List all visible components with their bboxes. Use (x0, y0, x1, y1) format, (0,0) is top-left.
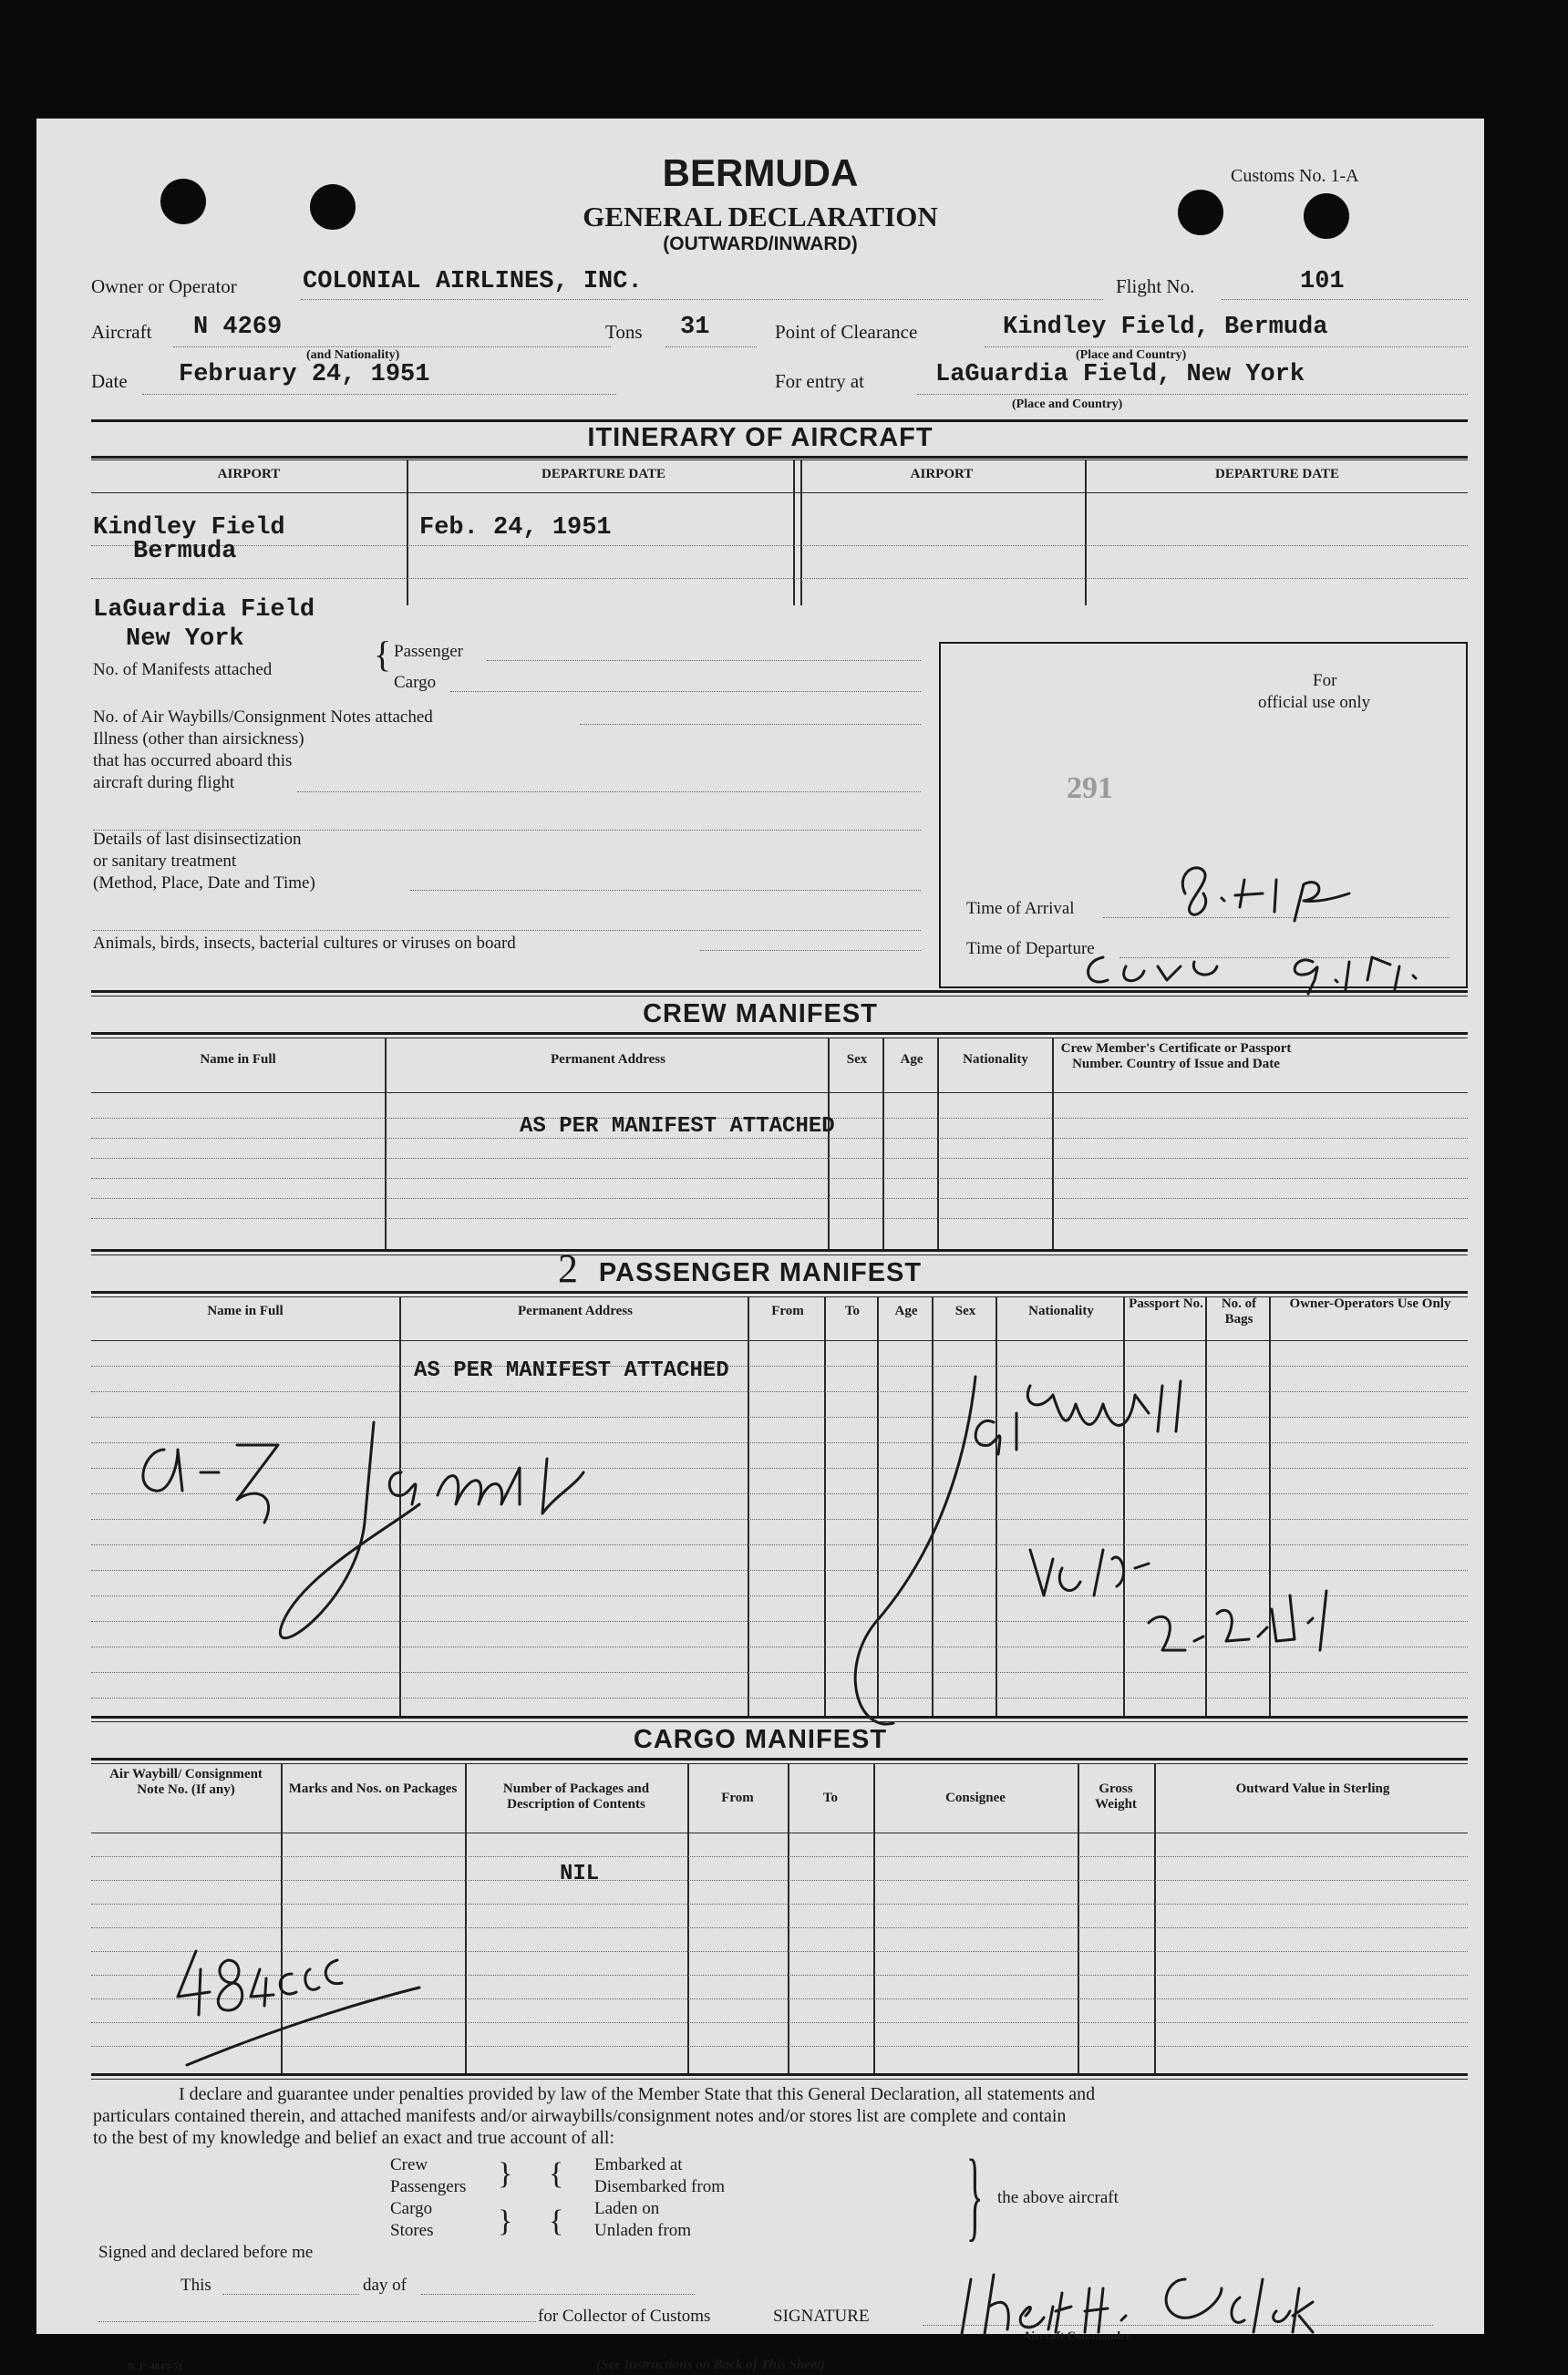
disinsect-label-1: Details of last disinsectization (93, 830, 302, 849)
departure-label: Time of Departure (966, 939, 1095, 958)
cargo-col-consignee: Consignee (945, 1791, 1006, 1805)
illness-label-3: aircraft during flight (93, 773, 235, 792)
cargo-col-marks: Marks and Nos. on Packages (288, 1781, 458, 1796)
crew-entry: AS PER MANIFEST ATTACHED (520, 1114, 835, 1139)
declare-action-unladen: Unladen from (594, 2221, 692, 2240)
illness-label-2: that has occurred aboard this (93, 751, 293, 770)
itinerary-airport-1: Kindley Field (93, 514, 285, 542)
clearance-value: Kindley Field, Bermuda (1003, 314, 1328, 341)
stamp-number: 291 (1067, 771, 1113, 805)
cargo-col-value: Outward Value in Sterling (1235, 1781, 1390, 1796)
cargo-col-to: To (822, 1791, 839, 1805)
official-label-2: official use only (1258, 693, 1371, 712)
brace-icon: } (498, 2157, 513, 2191)
tons-value: 31 (680, 314, 710, 341)
passenger-col-name: Name in Full (207, 1304, 284, 1318)
customs-number: Customs No. 1-A (1231, 166, 1359, 186)
cargo-manifest-label: Cargo (394, 673, 437, 692)
passenger-col-from: From (771, 1304, 804, 1318)
passenger-col-address: Permanent Address (518, 1304, 633, 1318)
declare-suffix: the above aircraft (997, 2188, 1119, 2207)
animals-label: Animals, birds, insects, bacterial cultures or viruses on board (93, 934, 516, 953)
instructions-note: (See Instructions on Back of This Sheet) (596, 2358, 825, 2372)
form-title: BERMUDA (662, 151, 859, 194)
itinerary-airport-1-country: Bermuda (133, 538, 237, 565)
owner-label: Owner or Operator (91, 275, 237, 297)
cargo-col-weight: Gross Weight (1095, 1781, 1137, 1812)
manifests-label: No. of Manifests attached (93, 660, 273, 679)
itinerary-col-date-2: DEPARTURE DATE (1214, 467, 1339, 481)
passenger-col-to: To (844, 1304, 861, 1318)
declare-action-disembarked: Disembarked from (594, 2177, 725, 2196)
entry-value: LaGuardia Field, New York (935, 361, 1305, 388)
aircraft-label: Aircraft (91, 321, 152, 343)
official-label-1: For (1313, 671, 1337, 690)
declaration-form (36, 119, 1484, 2372)
passenger-initials-handwriting (128, 1386, 675, 1696)
declare-item-stores: Stores (390, 2221, 434, 2240)
date-value: February 24, 1951 (179, 361, 430, 388)
itinerary-col-airport-2: AIRPORT (910, 467, 974, 481)
illness-label-1: Illness (other than airsickness) (93, 729, 304, 749)
disinsect-label-2: or sanitary treatment (93, 852, 237, 871)
disinsect-label-3: (Method, Place, Date and Time) (93, 873, 315, 893)
passenger-col-age: Age (894, 1304, 918, 1318)
passenger-col-passport: Passport No. (1129, 1296, 1203, 1311)
brace-icon: { (374, 634, 392, 675)
passenger-count-handwriting: 2 (558, 1246, 578, 1291)
arrival-label: Time of Arrival (966, 899, 1075, 918)
cargo-col-description: Number of Packages and Description of Contents (502, 1781, 650, 1812)
flight-value: 101 (1300, 268, 1345, 295)
inspector-signature-handwriting (820, 1349, 1386, 1732)
form-subtitle: GENERAL DECLARATION (583, 201, 938, 232)
clearance-label: Point of Clearance (775, 321, 918, 343)
signature-label: SIGNATURE (773, 2307, 870, 2326)
signed-label: Signed and declared before me (98, 2243, 314, 2262)
crew-col-passport: Crew Member's Certificate or Passport Number. Country of Issue and Date (1060, 1041, 1292, 1071)
itinerary-col-date: DEPARTURE DATE (541, 467, 665, 481)
cargo-entry: NIL (560, 1862, 600, 1886)
day-of-label: day of (363, 2276, 407, 2295)
collector-label: for Collector of Customs (538, 2307, 711, 2326)
itinerary-col-airport: AIRPORT (217, 467, 281, 481)
cargo-number-handwriting (173, 1933, 465, 2079)
declare-item-cargo: Cargo (390, 2199, 433, 2218)
passenger-col-sex: Sex (954, 1304, 976, 1318)
crew-col-nationality: Nationality (963, 1052, 1028, 1067)
entry-note: (Place and Country) (1012, 398, 1123, 411)
arrival-time-handwriting (1167, 857, 1395, 921)
aircraft-note: (and Nationality) (306, 348, 400, 362)
date-label: Date (91, 370, 128, 392)
itinerary-airport-2-country: New York (126, 625, 244, 653)
declaration-line-2: particulars contained therein, and attached manifests and/or airwaybills/consignment notes and/or stores list are complete and contain (93, 2106, 1067, 2126)
passenger-entry: AS PER MANIFEST ATTACHED (414, 1358, 729, 1383)
entry-label: For entry at (775, 370, 864, 392)
declare-action-embarked: Embarked at (594, 2155, 683, 2174)
cargo-col-waybill: Air Waybill/ Consignment Note No. (If any) (109, 1767, 263, 1797)
declare-action-laden: Laden on (594, 2199, 660, 2218)
crew-col-age: Age (900, 1052, 923, 1067)
official-use-box (939, 642, 1468, 988)
cargo-col-from: From (721, 1791, 754, 1805)
declare-item-passengers: Passengers (390, 2177, 467, 2196)
cargo-title: CARGO MANIFEST (633, 1725, 888, 1754)
crew-title: CREW MANIFEST (643, 999, 878, 1028)
this-label: This (181, 2276, 211, 2295)
crew-col-address: Permanent Address (551, 1052, 665, 1067)
brace-icon: } (498, 2205, 513, 2238)
departure-time-handwriting (1076, 939, 1468, 994)
brace-icon: { (549, 2157, 564, 2191)
declare-item-crew: Crew (390, 2155, 428, 2174)
form-number: B. P. 4849-51 (128, 2361, 183, 2372)
itinerary-title: ITINERARY OF AIRCRAFT (587, 423, 934, 452)
passenger-col-nationality: Nationality (1028, 1304, 1094, 1318)
itinerary-airport-2: LaGuardia Field (93, 596, 315, 624)
commander-label: Aircraft Commander (1023, 2329, 1131, 2342)
itinerary-date-1: Feb. 24, 1951 (419, 514, 612, 542)
form-direction: (OUTWARD/INWARD) (663, 233, 858, 254)
passenger-title: PASSENGER MANIFEST (598, 1258, 923, 1287)
brace-icon: } (966, 2139, 984, 2250)
aircraft-value: N 4269 (193, 314, 283, 341)
flight-label: Flight No. (1116, 275, 1195, 297)
waybills-label: No. of Air Waybills/Consignment Notes attached (93, 707, 433, 727)
passenger-col-bags: No. of Bags (1221, 1296, 1257, 1327)
declaration-line-1: I declare and guarantee under penalties provided by law of the Member State that this General Declaration, all statements and (179, 2084, 1096, 2104)
declaration-line-3: to the best of my knowledge and belief an exact and true account of all: (93, 2128, 615, 2148)
brace-icon: { (549, 2205, 564, 2238)
passenger-manifest-label: Passenger (394, 642, 463, 661)
owner-value: COLONIAL AIRLINES, INC. (303, 268, 643, 295)
passenger-col-owner-use: Owner-Operators Use Only (1289, 1296, 1451, 1311)
commander-signature-handwriting (948, 2261, 1422, 2343)
tons-label: Tons (605, 321, 643, 343)
clearance-note: (Place and Country) (1076, 348, 1187, 362)
crew-col-sex: Sex (846, 1052, 868, 1067)
crew-col-name: Name in Full (200, 1052, 276, 1067)
